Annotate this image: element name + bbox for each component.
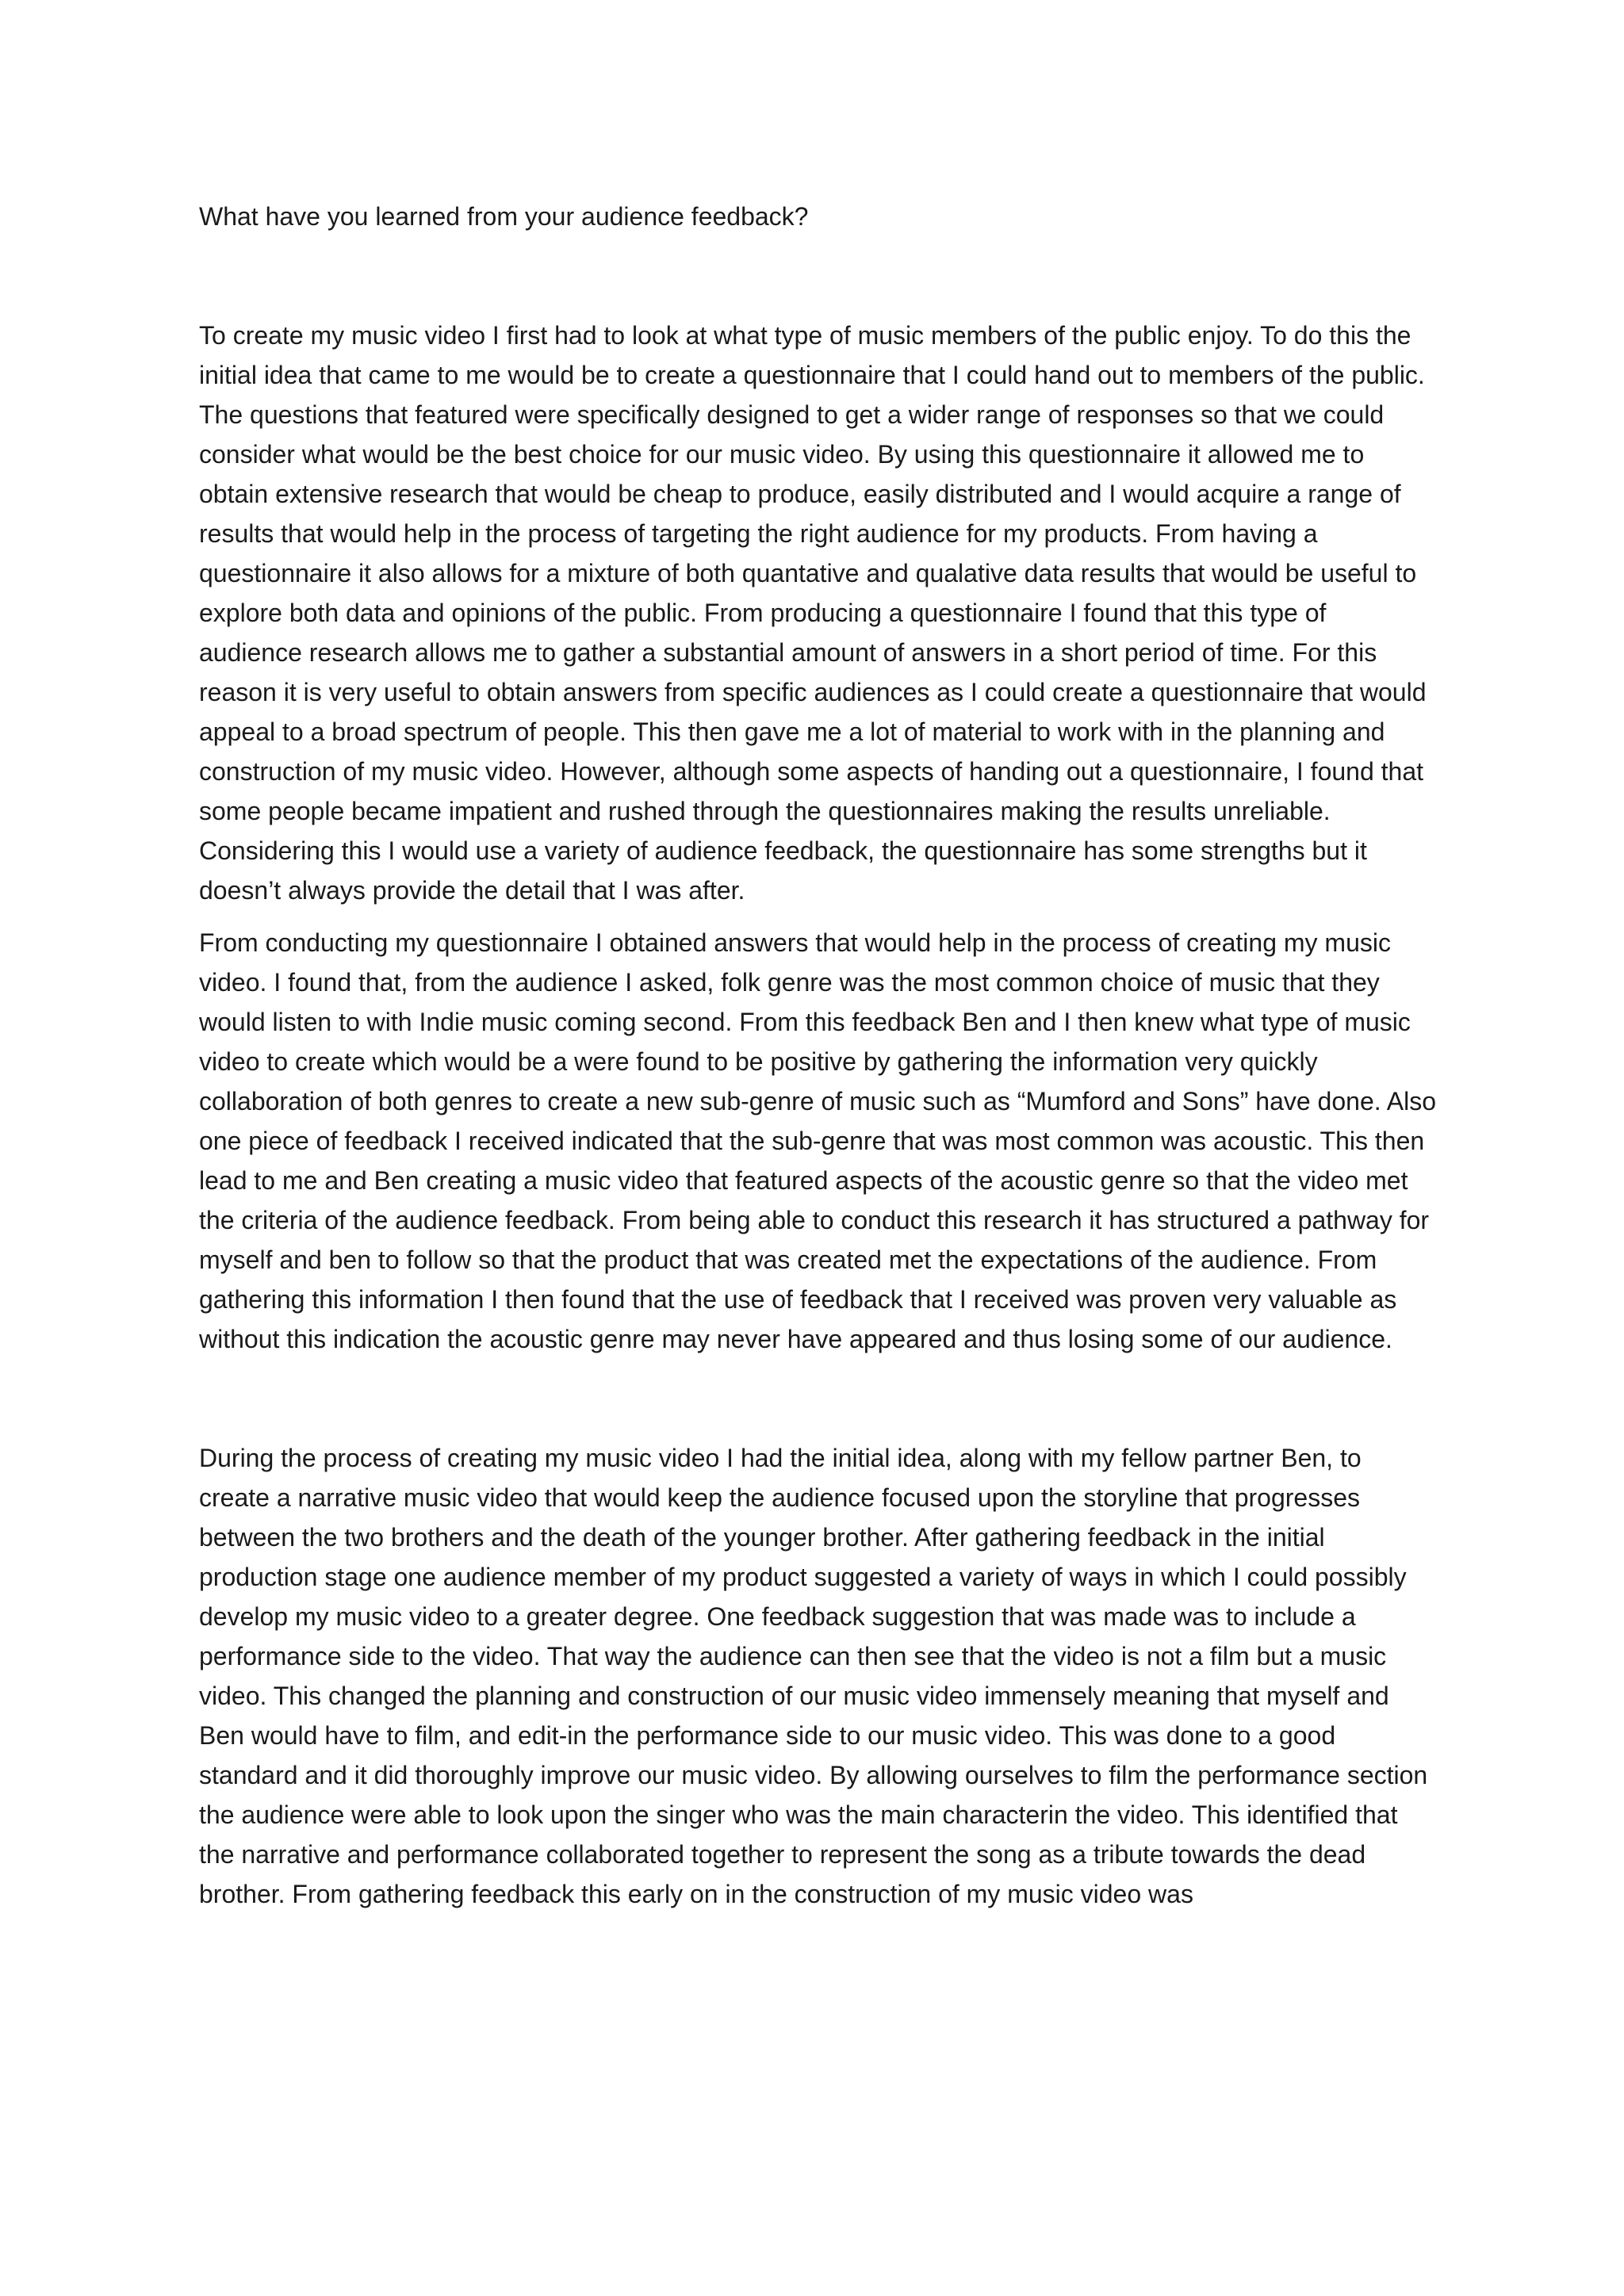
spacer [199,1359,1436,1438]
paragraph-production: During the process of creating my music video I had the initial idea, along with my fellow partner Ben, to create a narrative music video that would keep the audience focused upon the storyline that progresses between the two brothers and the death of the younger brother. After gathering feedback in the initial production stage one audience member of my product suggested a variety of ways in which I could possibly develop my music video to a greater degree. One feedback suggestion that was made was to include a performance side to the video. That way the audience can then see that the video is not a film but a music video. This changed the planning and construction of our music video immensely meaning that myself and Ben would have to film, and edit-in the performance side to our music video. This was done to a good standard and it did thoroughly improve our music video. By allowing ourselves to film the performance section the audience were able to look upon the singer who was the main characterin the video. This identified that the narrative and performance collaborated together to represent the song as a tribute towards the dead brother. From gathering feedback this early on in the construction of my music video was [199,1444,1428,1908]
document-body [199,197,1436,1914]
page-title: What have you learned from your audience feedback? [199,202,809,231]
spacer [199,236,1436,316]
paragraph-questionnaire: To create my music video I first had to look at what type of music members of the public enjoy. To do this the initial idea that came to me would be to create a questionnaire that I could hand out to members of the public. The questions that featured were specifically designed to get a wider range of responses so that we could consider what would be the best choice for our music video. By using this questionnaire it allowed me to obtain extensive research that would be cheap to produce, easily distributed and I would acquire a range of results that would help in the process of targeting the right audience for my products. From having a questionnaire it also allows for a mixture of both quantative and qualative data results that would be useful to explore both data and opinions of the public. From producing a questionnaire I found that this type of audience research allows me to gather a substantial amount of answers in a short period of time. For this reason it is very useful to obtain answers from specific audiences as I could create a questionnaire that would appeal to a broad spectrum of people. This then gave me a lot of material to work with in the planning and construction of my music video. However, although some aspects of handing out a questionnaire, I found that some people became impatient and rushed through the questionnaires making the results unreliable. Considering this I would use a variety of audience feedback, the questionnaire has some strengths but it doesn’t always provide the detail that I was after. [199,321,1427,905]
spacer [199,910,1436,923]
paragraph-results: From conducting my questionnaire I obtained answers that would help in the process of creating my music video. I found that, from the audience I asked, folk genre was the most common choice of music that they would listen to with Indie music coming second. From this feedback Ben and I then knew what type of music video to create which would be a were found to be positive by gathering the information very quickly collaboration of both genres to create a new sub-genre of music such as “Mumford and Sons” have done. Also one piece of feedback I received indicated that the sub-genre that was most common was acoustic. This then lead to me and Ben creating a music video that featured aspects of the acoustic genre so that the video met the criteria of the audience feedback. From being able to conduct this research it has structured a pathway for myself and ben to follow so that the product that was created met the expectations of the audience. From gathering this information I then found that the use of feedback that I received was proven very valuable as without this indication the acoustic genre may never have appeared and thus losing some of our audience. [199,928,1436,1353]
